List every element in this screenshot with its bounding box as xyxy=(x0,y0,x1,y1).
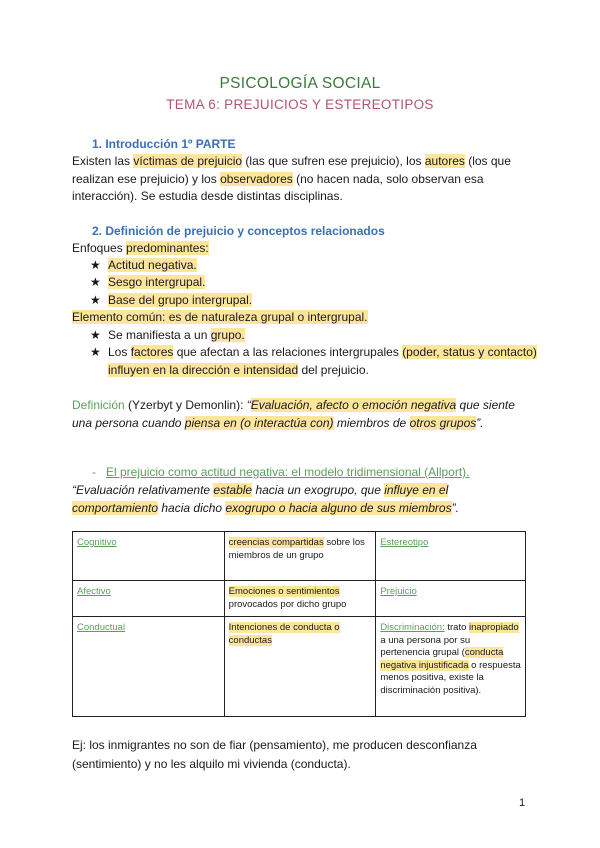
table-cell xyxy=(73,617,225,717)
page-title: PSICOLOGÍA SOCIAL xyxy=(219,75,381,92)
page-number: 1 xyxy=(519,797,526,809)
bullet-item: ★ Actitud negativa. xyxy=(90,257,530,275)
link-afectivo[interactable]: Afectivo xyxy=(77,586,111,597)
intro-paragraph: Existen las víctimas de prejuicio (las que sufren ese prejuicio), los autores (los que realizan ese prejuicio) y los observadores (no hacen nada, solo observan esa interacción). Se estudia desde distintas disciplinas. xyxy=(72,154,511,203)
link-estereotipo[interactable]: Estereotipo xyxy=(380,537,429,548)
table-row xyxy=(73,581,526,617)
bullet-item: ★ Sesgo intergrupal. xyxy=(90,274,530,292)
star-icon: ★ xyxy=(90,293,101,307)
allport-quote: “Evaluación relativamente estable hacia un exogrupo, que influye en el comportamiento hacia dicho exogrupo o hacia alguno de sus miembros”. xyxy=(72,483,459,515)
table-cell xyxy=(73,581,225,617)
definicion-paragraph: Definición (Yzerbyt y Demonlin): “Evaluación, afecto o emoción negativa que siente una persona cuando piensa en (o interactúa con) miembros de otros grupos”. xyxy=(72,398,515,430)
link-prejuicio[interactable]: Prejuicio xyxy=(380,586,417,597)
example-paragraph: Ej: los inmigrantes no son de fiar (pensamiento), me producen desconfianza (sentimiento) y no les alquilo mi vivienda (conducta). xyxy=(72,738,477,771)
elemento-comun: Elemento común: es de naturaleza grupal o intergrupal. xyxy=(72,310,368,324)
link-cognitivo[interactable]: Cognitivo xyxy=(77,537,117,548)
star-icon: ★ xyxy=(90,328,101,342)
table-cell xyxy=(376,532,526,581)
star-icon: ★ xyxy=(90,275,101,289)
bullet-item: ★ Base del grupo intergrupal. xyxy=(90,292,530,310)
table-cell: creencias compartidas sobre los miembros de un grupo xyxy=(224,532,376,581)
link-discriminacion[interactable]: Discriminación: xyxy=(380,622,445,633)
table-cell: Emociones o sentimientos provocados por dicho grupo xyxy=(224,581,376,617)
table-cell: Discriminación: trato inapropiado a una persona por su pertenencia grupal (conducta negativa injustificada o respuesta menos positiva, existe la discriminación positiva). xyxy=(376,617,526,717)
table-row xyxy=(73,617,526,717)
star-icon: ★ xyxy=(90,345,101,359)
subsection-heading: - El prejuicio como actitud negativa: el modelo tridimensional (Allport). xyxy=(92,465,470,479)
table-cell xyxy=(376,581,526,617)
tridimensional-table xyxy=(72,531,526,717)
enfoques-line: Enfoques predominantes: xyxy=(72,241,209,255)
star-icon: ★ xyxy=(90,258,101,272)
link-conductual[interactable]: Conductual xyxy=(77,622,126,633)
page-subtitle: TEMA 6: PREJUICIOS Y ESTEREOTIPOS xyxy=(166,97,434,112)
bullet-item: ★ Los factores que afectan a las relaciones intergrupales (poder, status y contacto) influyen en la dirección e intensidad del prejuicio. xyxy=(90,345,537,377)
table-cell: Intenciones de conducta o conductas xyxy=(224,617,376,717)
table-row xyxy=(73,532,526,581)
section-2-heading: 2. Definición de prejuicio y conceptos relacionados xyxy=(92,224,385,238)
section-1-heading: 1. Introducción 1º PARTE xyxy=(92,137,236,151)
bullet-item: ★ Se manifiesta a un grupo. xyxy=(90,327,530,345)
table-cell xyxy=(73,532,225,581)
